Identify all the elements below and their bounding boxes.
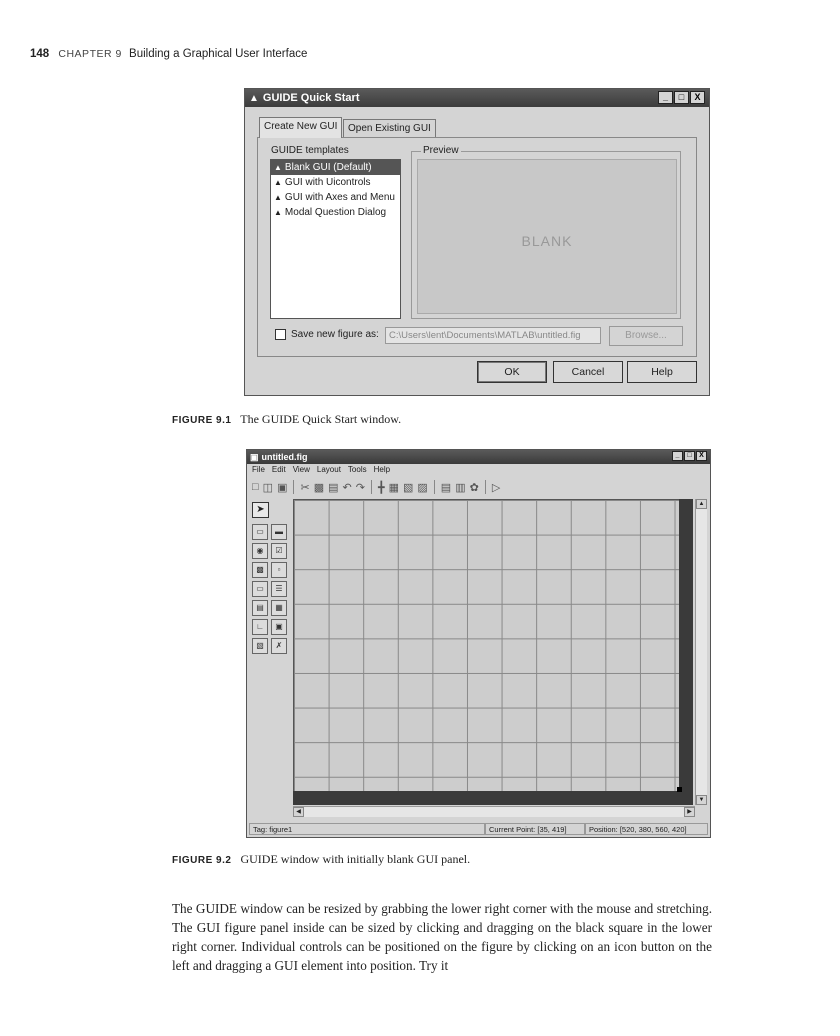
status-current-point: Current Point: [35, 419] [485, 823, 585, 835]
minimize-button[interactable]: _ [672, 451, 683, 461]
maximize-button[interactable]: □ [674, 91, 689, 104]
menu-edit[interactable]: Edit [271, 465, 286, 474]
minimize-button[interactable]: _ [658, 91, 673, 104]
toolbar [249, 478, 500, 496]
status-bar [249, 822, 708, 835]
cut-icon[interactable]: ✂ [300, 481, 310, 494]
table-icon[interactable]: ▦ [271, 600, 287, 616]
body-paragraph: The GUIDE window can be resized by grabbing the lower right corner with the mouse and stretching. The GUI figure panel inside can be sized by clicking and dragging on the black square in the lower right corner. Individual controls can be positioned on the figure by clicking on an icon button on the left and dragging a GUI element into position. Try it [172, 901, 712, 973]
template-label: Blank GUI (Default) [284, 162, 372, 173]
scroll-left-icon[interactable]: ◀ [293, 807, 304, 817]
gui-figure-canvas[interactable] [293, 499, 679, 791]
templates-list[interactable] [270, 159, 401, 319]
redo-icon[interactable]: ↷ [355, 481, 365, 494]
template-label: Modal Question Dialog [284, 207, 387, 218]
matlab-icon: ▲ [274, 208, 282, 217]
canvas-border-right [679, 499, 693, 791]
matlab-icon: ▲ [274, 193, 282, 202]
slider-icon[interactable]: ▬ [271, 524, 287, 540]
chapter-label: CHAPTER 9 [58, 48, 122, 60]
save-figure-checkbox[interactable] [275, 329, 286, 340]
save-figure-row [275, 329, 379, 340]
save-path-input[interactable]: C:\Users\lent\Documents\MATLAB\untitled.fig [385, 327, 601, 344]
preview-area [417, 159, 677, 314]
scroll-right-icon[interactable]: ▶ [684, 807, 695, 817]
ok-button[interactable]: OK [477, 361, 547, 383]
figure-caption-text: GUIDE window with initially blank GUI panel. [240, 852, 471, 866]
status-position: Position: [520, 380, 560, 420] [585, 823, 708, 835]
save-icon[interactable]: ▣ [277, 481, 288, 494]
template-label: GUI with Uicontrols [284, 177, 371, 188]
menu-view[interactable]: View [292, 465, 310, 474]
toolbar-separator [293, 480, 294, 494]
listbox-icon[interactable]: ☰ [271, 581, 287, 597]
radio-button-icon[interactable]: ◉ [252, 543, 268, 559]
menu-editor-icon[interactable]: ▦ [388, 481, 399, 494]
matlab-icon: ▲ [274, 163, 282, 172]
chapter-title: Building a Graphical User Interface [129, 48, 308, 60]
figure-label: FIGURE 9.2 [172, 855, 232, 866]
paste-icon[interactable]: ▤ [328, 481, 339, 494]
checkbox-icon[interactable]: ☑ [271, 543, 287, 559]
close-button[interactable]: X [690, 91, 705, 104]
template-label: GUI with Axes and Menu [284, 192, 395, 203]
menu-layout[interactable]: Layout [316, 465, 341, 474]
preview-label: Preview [423, 145, 459, 156]
figure-label: FIGURE 9.1 [172, 415, 232, 426]
figure-caption [172, 852, 470, 867]
toggle-button-icon[interactable]: ▤ [252, 600, 268, 616]
figure-icon: ▣ [250, 451, 259, 462]
scroll-up-icon[interactable]: ▲ [696, 499, 707, 509]
popup-menu-icon[interactable]: ▭ [252, 581, 268, 597]
component-palette [252, 502, 289, 657]
static-text-icon[interactable]: ▫ [271, 562, 287, 578]
cancel-button[interactable]: Cancel [553, 361, 623, 383]
matlab-icon: ▲ [249, 92, 259, 104]
template-item[interactable] [271, 190, 400, 205]
new-icon[interactable]: □ [252, 481, 259, 493]
activex-icon[interactable]: ✗ [271, 638, 287, 654]
close-button[interactable]: X [696, 451, 707, 461]
copy-icon[interactable]: ▩ [313, 481, 325, 494]
dialog-titlebar [245, 89, 709, 107]
canvas-border-bottom [293, 791, 693, 805]
menu-bar [249, 465, 390, 477]
push-button-icon[interactable]: ▭ [252, 524, 268, 540]
status-tag: Tag: figure1 [249, 823, 485, 835]
template-item[interactable] [271, 160, 400, 175]
tab-create-new-gui[interactable]: Create New GUI [259, 117, 342, 138]
scroll-down-icon[interactable]: ▼ [696, 795, 707, 805]
figure-caption [172, 412, 401, 427]
toolbar-separator [371, 480, 372, 494]
guide-title: untitled.fig [261, 452, 308, 462]
template-item[interactable] [271, 175, 400, 190]
tab-order-icon[interactable]: ▧ [402, 481, 414, 494]
open-icon[interactable]: ◫ [262, 481, 274, 494]
tab-open-existing-gui[interactable]: Open Existing GUI [343, 119, 436, 137]
templates-label: GUIDE templates [271, 145, 349, 156]
panel-icon[interactable]: ▣ [271, 619, 287, 635]
menu-tools[interactable]: Tools [347, 465, 367, 474]
button-group-icon[interactable]: ▧ [252, 638, 268, 654]
toolbar-separator [434, 480, 435, 494]
save-figure-label: Save new figure as: [291, 329, 379, 340]
figure-resize-handle[interactable] [677, 787, 682, 792]
axes-icon[interactable]: ∟ [252, 619, 268, 635]
toolbar-separator [485, 480, 486, 494]
guide-quick-start-dialog [244, 88, 710, 396]
select-arrow-icon[interactable]: ➤ [252, 502, 269, 518]
horizontal-scrollbar[interactable] [293, 806, 695, 817]
property-inspector-icon[interactable]: ▥ [455, 481, 466, 494]
figure-caption-text: The GUIDE Quick Start window. [240, 412, 402, 426]
running-header [30, 48, 307, 60]
toolbar-editor-icon[interactable]: ▨ [417, 481, 428, 494]
mfile-editor-icon[interactable]: ▤ [440, 481, 452, 494]
object-browser-icon[interactable]: ✿ [469, 481, 479, 494]
maximize-button[interactable]: □ [684, 451, 695, 461]
page-number: 148 [30, 48, 50, 60]
undo-icon[interactable]: ↶ [342, 481, 352, 494]
menu-file[interactable]: File [252, 465, 265, 474]
browse-button[interactable]: Browse... [609, 326, 683, 346]
vertical-scrollbar[interactable] [695, 499, 707, 805]
guide-layout-window [246, 449, 711, 838]
preview-blank-text: BLANK [521, 233, 573, 249]
matlab-icon: ▲ [274, 178, 282, 187]
guide-titlebar [247, 450, 710, 464]
edit-text-icon[interactable]: ▩ [252, 562, 268, 578]
dialog-title: GUIDE Quick Start [262, 92, 360, 104]
template-item[interactable] [271, 205, 400, 220]
help-button[interactable]: Help [627, 361, 697, 383]
menu-help[interactable]: Help [373, 465, 391, 474]
run-icon[interactable]: ▷ [491, 481, 501, 494]
align-icon[interactable]: ╋ [377, 481, 385, 494]
